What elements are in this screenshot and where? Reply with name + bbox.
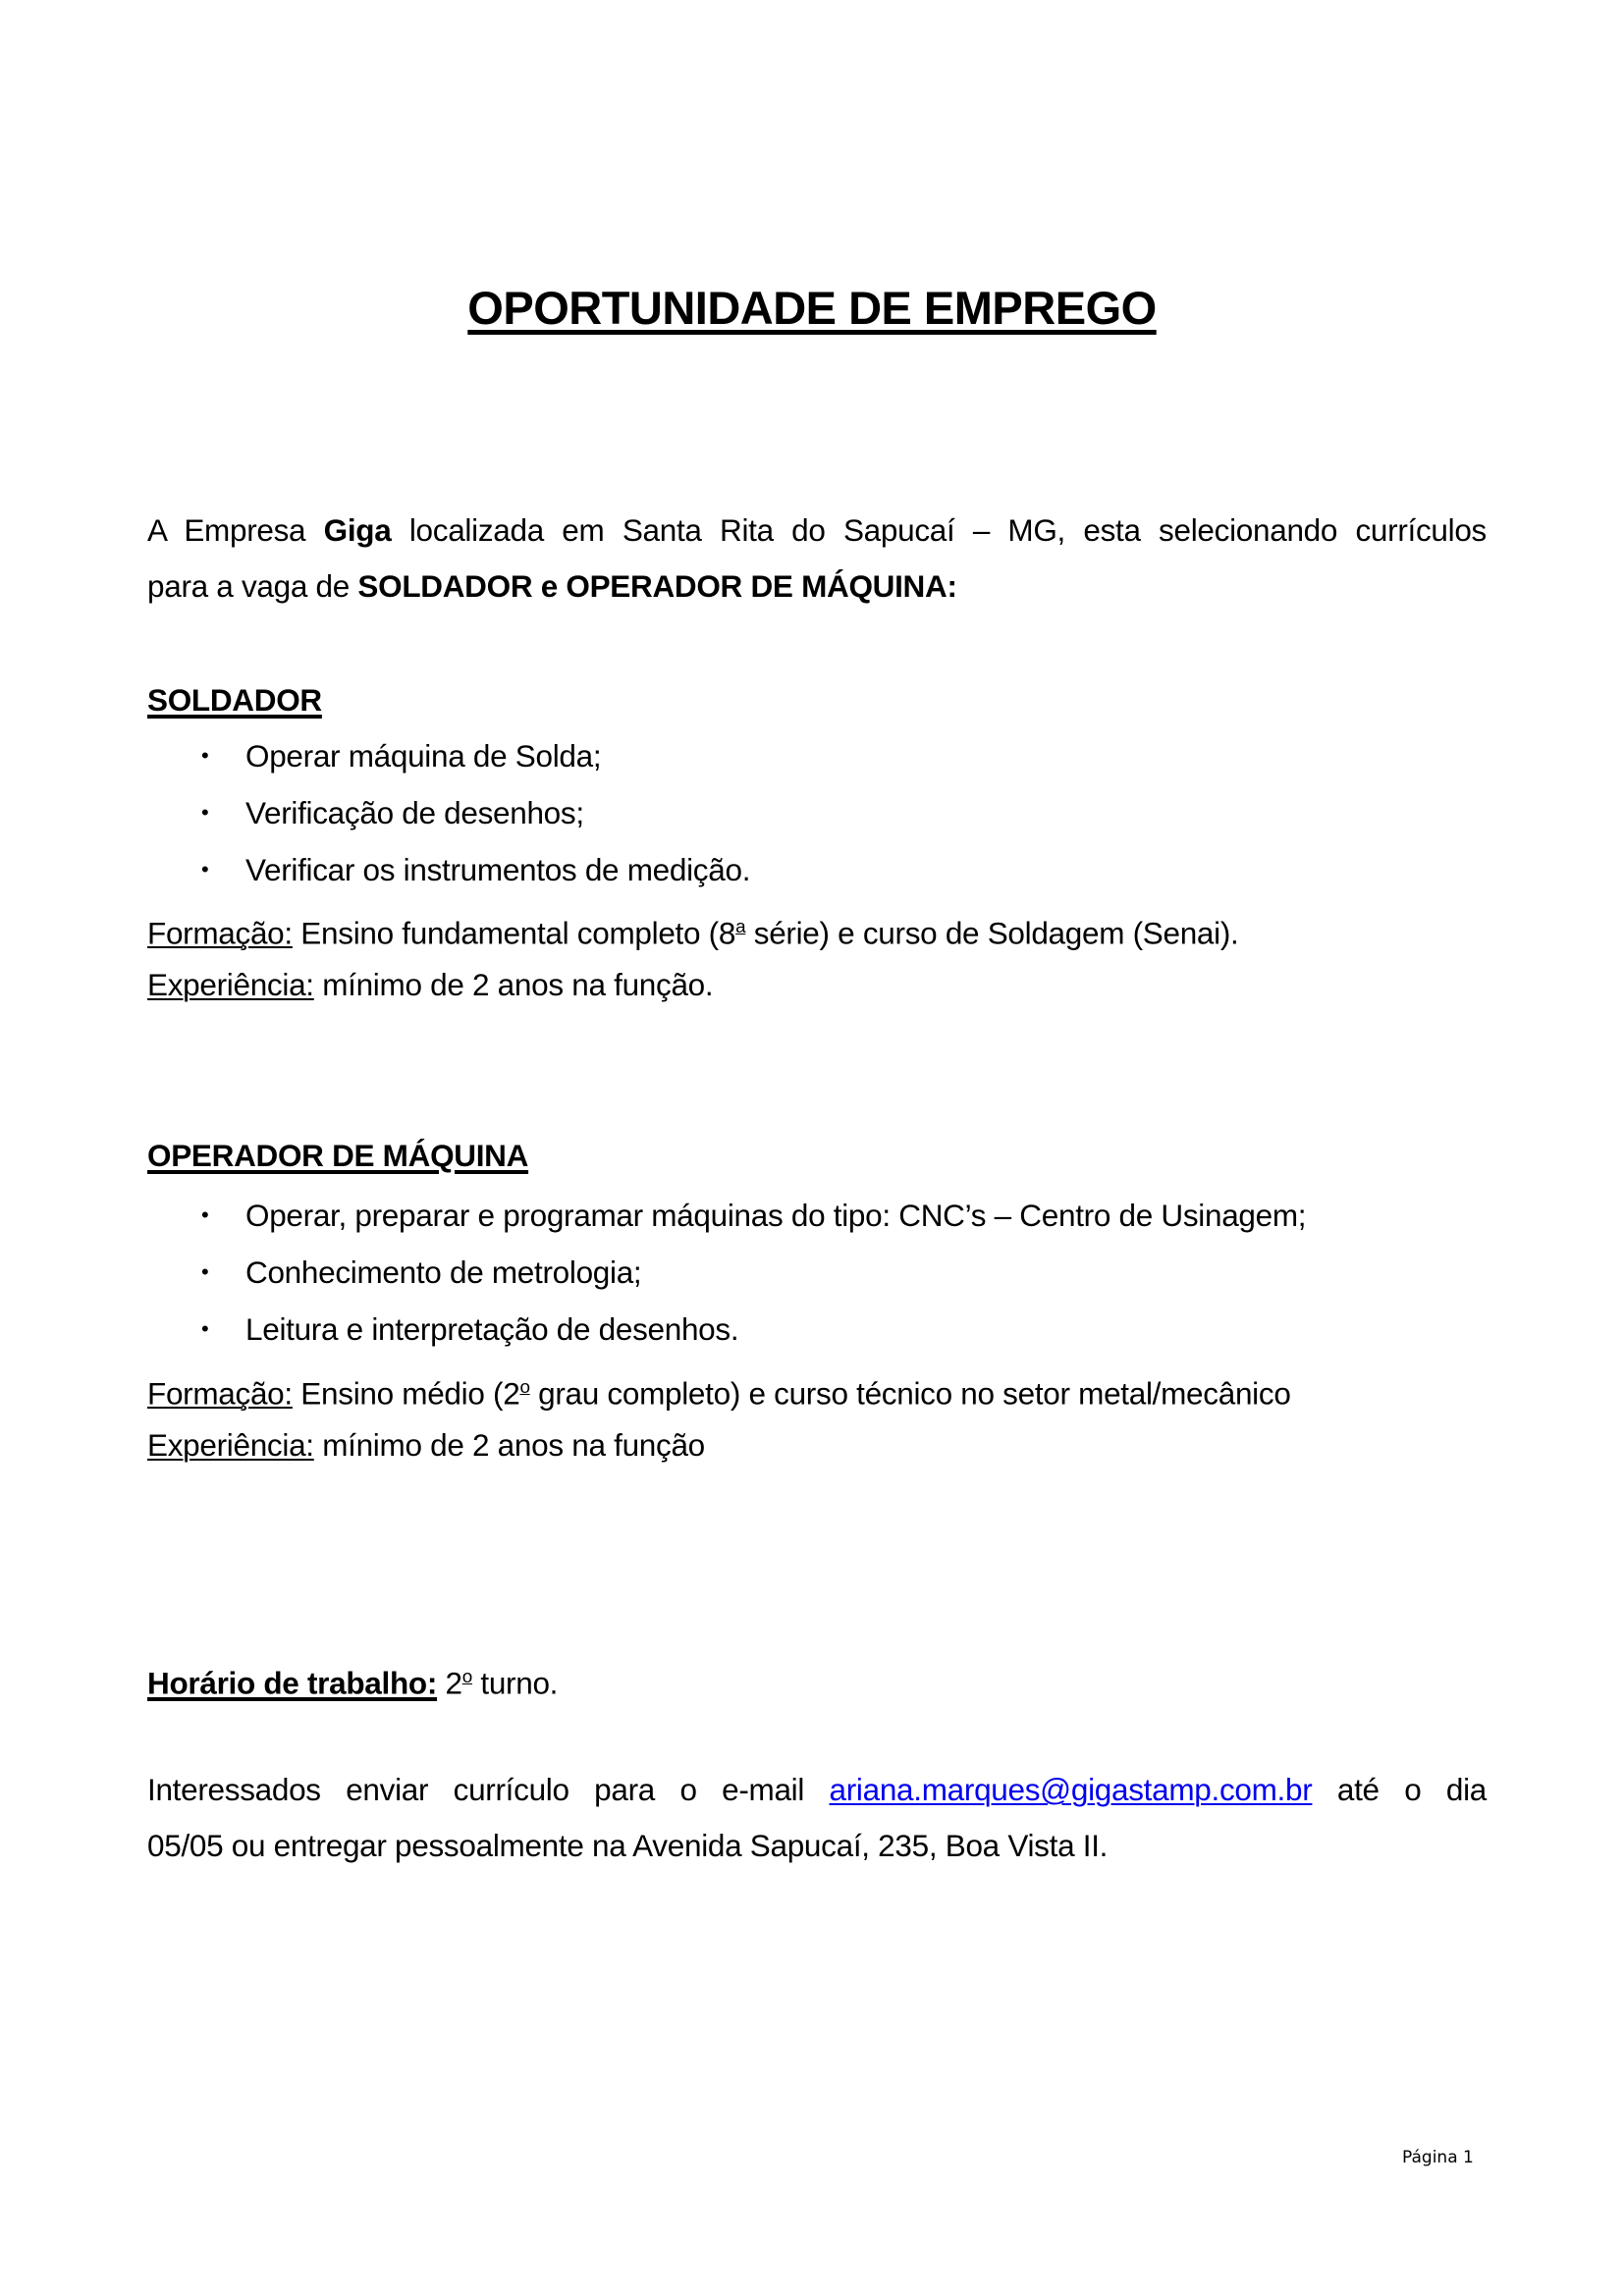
experiencia-label: Experiência: (147, 967, 314, 1002)
experiencia-operador (147, 1425, 705, 1465)
ordinal-indicator: o (461, 1667, 472, 1687)
horario-text: turno. (471, 1665, 559, 1701)
experiencia-label: Experiência: (147, 1427, 314, 1463)
horario-line (147, 1658, 558, 1702)
horario-label: Horário de trabalho: (147, 1665, 438, 1701)
list-item: Verificação de desenhos; (245, 795, 584, 830)
ordinal-indicator: o (519, 1377, 530, 1398)
experiencia-text: mínimo de 2 anos na função (313, 1427, 705, 1463)
contact-text: Interessados enviar currículo para o e-mail (147, 1772, 830, 1807)
list-item: Conhecimento de metrologia; (245, 1255, 642, 1290)
formacao-operador (147, 1368, 1291, 1413)
list-item: Operar máquina de Solda; (245, 738, 602, 774)
list-item: Leitura e interpretação de desenhos. (245, 1311, 739, 1347)
email-link[interactable]: ariana.marques@gigastamp.com.br (829, 1772, 1313, 1807)
bullet-icon: • (201, 1316, 209, 1341)
horario-text: 2 (437, 1665, 462, 1701)
formacao-soldador (147, 908, 1239, 952)
experiencia-soldador (147, 965, 713, 1004)
intro-text: A Empresa (147, 512, 324, 548)
section-heading-operador: OPERADOR DE MÁQUINA (147, 1138, 529, 1173)
contact-text: até o dia (1312, 1772, 1487, 1807)
intro-line-1 (147, 510, 1487, 550)
intro-line-2 (147, 566, 957, 606)
bullet-icon: • (201, 743, 209, 768)
company-name: Giga (323, 512, 392, 548)
positions-list: SOLDADOR e OPERADOR DE MÁQUINA: (357, 568, 957, 604)
list-item: Verificar os instrumentos de medição. (245, 852, 751, 887)
ordinal-indicator: a (735, 917, 746, 937)
bullet-icon: • (201, 1259, 209, 1284)
contact-line-2: 05/05 ou entregar pessoalmente na Avenida Sapucaí, 235, Boa Vista II. (147, 1828, 1109, 1863)
intro-text: localizada em Santa Rita do Sapucaí – MG, esta selecionando currículos (391, 512, 1488, 548)
page-number: Página 1 (1402, 2148, 1474, 2167)
formacao-text: Ensino médio (2 (292, 1375, 520, 1412)
formacao-text: série) e curso de Soldagem (Senai). (745, 915, 1239, 951)
formacao-label: Formação: (147, 915, 293, 951)
formacao-label: Formação: (147, 1375, 293, 1412)
section-heading-soldador: SOLDADOR (147, 682, 322, 718)
formacao-text: grau completo) e curso técnico no setor metal/mecânico (529, 1375, 1291, 1412)
intro-text: para a vaga de (147, 568, 358, 604)
list-item: Operar, preparar e programar máquinas do tipo: CNC’s – Centro de Usinagem; (245, 1198, 1307, 1233)
page-title: OPORTUNIDADE DE EMPREGO (467, 282, 1157, 334)
contact-line-1 (147, 1770, 1487, 1809)
bullet-icon: • (201, 800, 209, 825)
experiencia-text: mínimo de 2 anos na função. (313, 967, 714, 1002)
formacao-text: Ensino fundamental completo (8 (292, 915, 736, 951)
bullet-icon: • (201, 857, 209, 881)
bullet-icon: • (201, 1202, 209, 1227)
